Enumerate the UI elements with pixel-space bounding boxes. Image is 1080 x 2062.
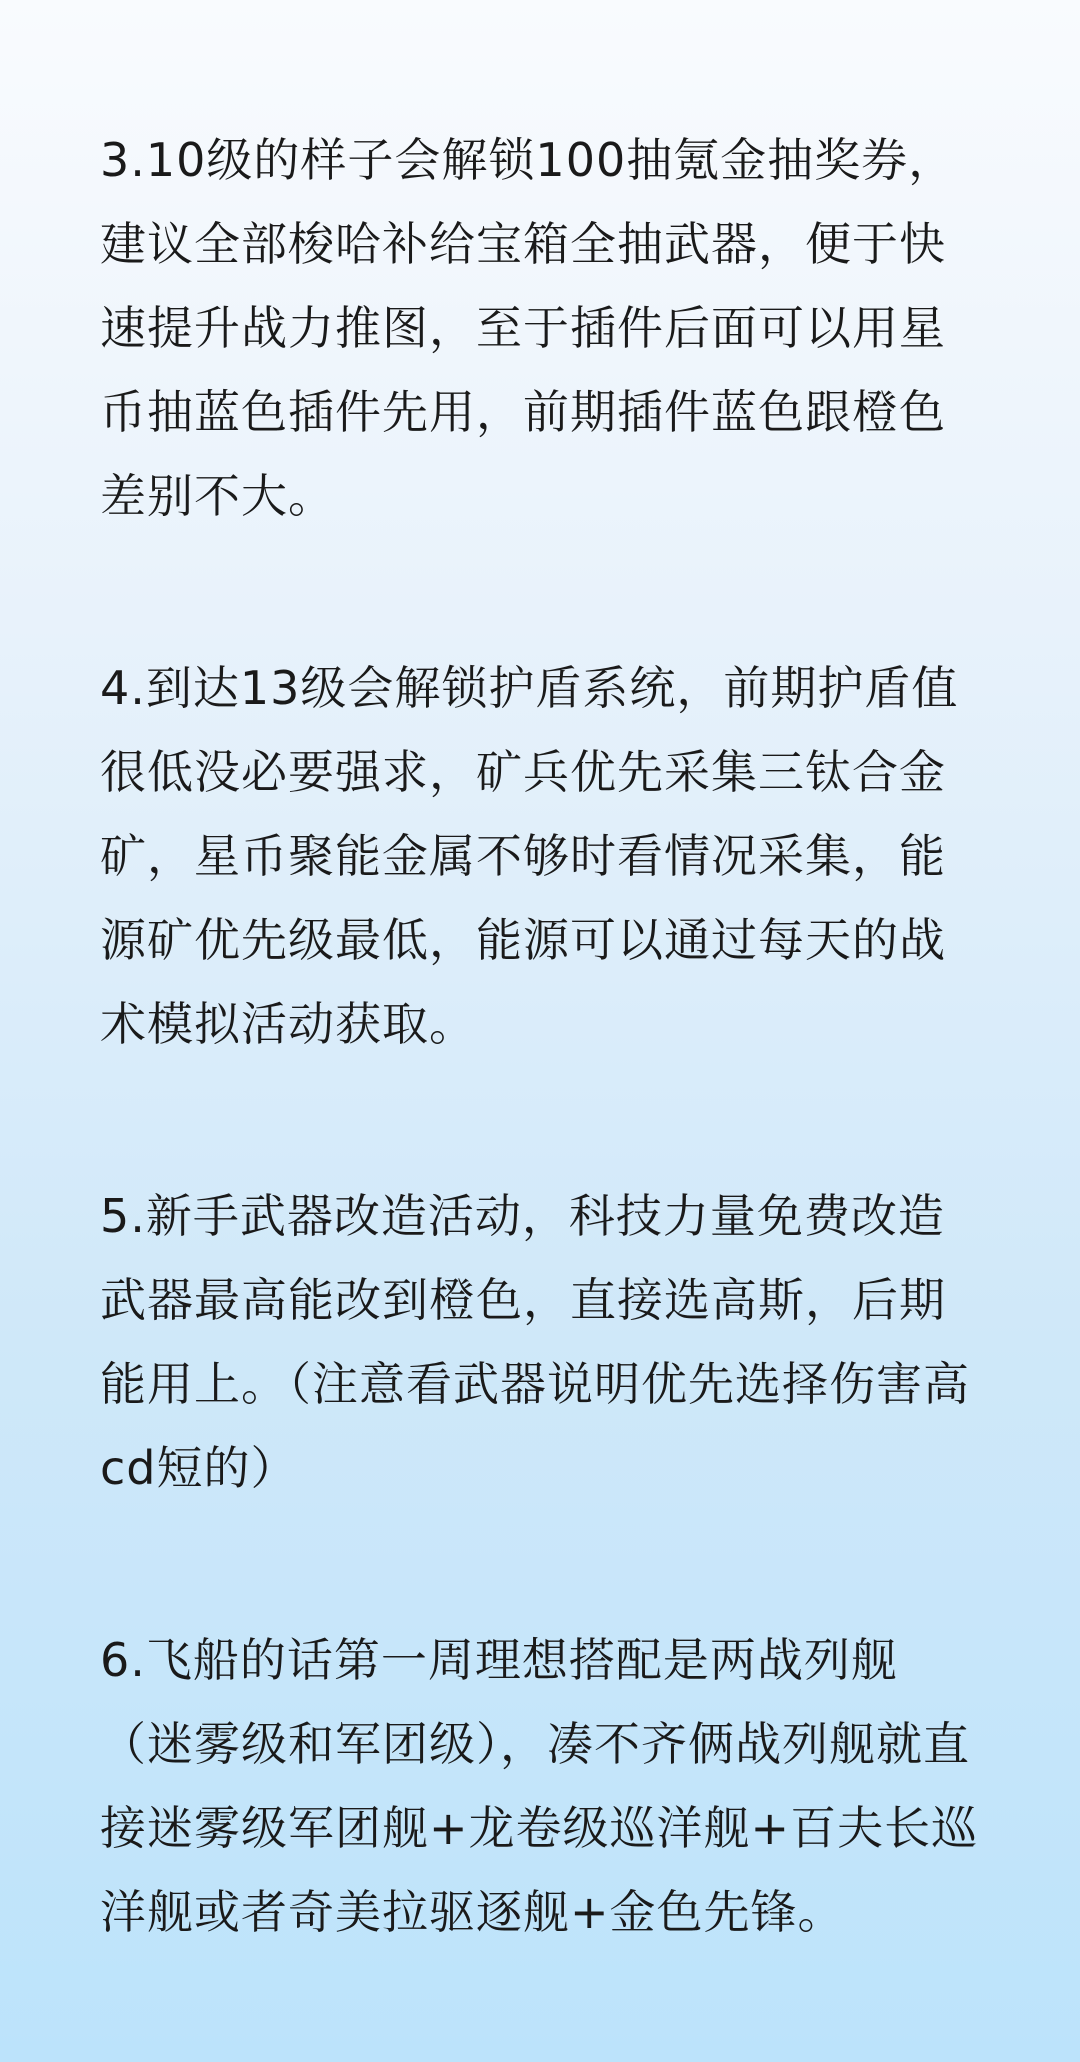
paragraph-tip-3: 3.10级的样子会解锁100抽氪金抽奖券，建议全部梭哈补给宝箱全抽武器，便于快速提升战力推图，至于插件后面可以用星币抽蓝色插件先用，前期插件蓝色跟橙色差别不大。	[100, 133, 956, 523]
paragraph-tip-4: 4.到达13级会解锁护盾系统，前期护盾值很低没必要强求，矿兵优先采集三钛合金矿，星币聚能金属不够时看情况采集，能源矿优先级最低，能源可以通过每天的战术模拟活动获取。	[100, 661, 959, 1051]
paragraph-tip-5: 5.新手武器改造活动，科技力量免费改造武器最高能改到橙色，直接选高斯，后期能用上。（注意看武器说明优先选择伤害高cd短的）	[100, 1189, 970, 1495]
paragraph-tip-6: 6.飞船的话第一周理想搭配是两战列舰（迷雾级和军团级），凑不齐俩战列舰就直接迷雾级军团舰+龙卷级巡洋舰+百夫长巡洋舰或者奇美拉驱逐舰+金色先锋。	[100, 1633, 979, 1939]
